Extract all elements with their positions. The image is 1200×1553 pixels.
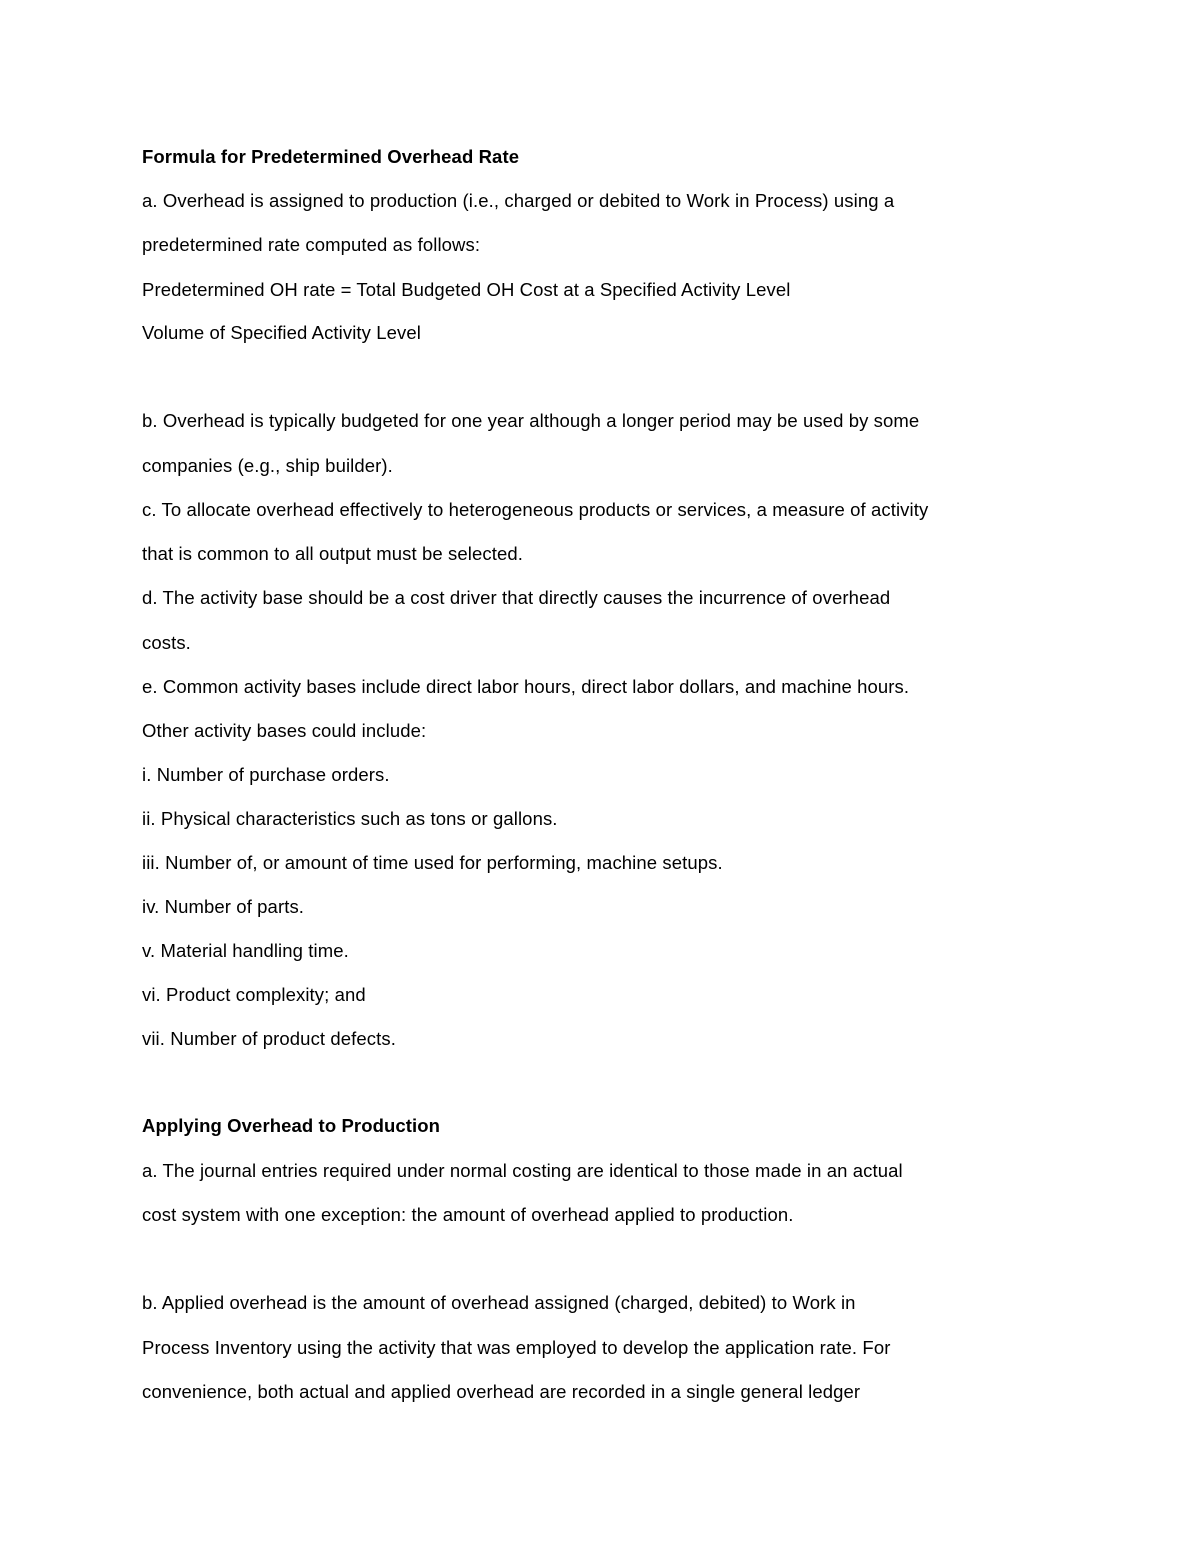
paragraph-line: that is common to all output must be selected. [142,543,523,564]
list-item: vii. Number of product defects. [142,1028,396,1049]
list-item: iv. Number of parts. [142,896,305,917]
paragraph-line: a. Overhead is assigned to production (i.e., charged or debited to Work in Process) using a [142,190,895,211]
paragraph-line: b. Applied overhead is the amount of overhead assigned (charged, debited) to Work in [142,1292,856,1313]
paragraph-line: Process Inventory using the activity that was employed to develop the application rate. For [142,1337,891,1358]
paragraph-line: companies (e.g., ship builder). [142,455,393,476]
list-item: v. Material handling time. [142,940,349,961]
section-heading-predetermined-overhead-rate: Formula for Predetermined Overhead Rate [142,146,520,167]
formula-numerator-line: Predetermined OH rate = Total Budgeted OH Cost at a Specified Activity Level [142,279,791,300]
paragraph-line: convenience, both actual and applied overhead are recorded in a single general ledger [142,1381,861,1402]
paragraph-line: d. The activity base should be a cost driver that directly causes the incurrence of overhead [142,587,891,608]
list-item: i. Number of purchase orders. [142,764,390,785]
paragraph-line: costs. [142,632,191,653]
paragraph-line: a. The journal entries required under normal costing are identical to those made in an actual [142,1160,903,1181]
paragraph-line: e. Common activity bases include direct labor hours, direct labor dollars, and machine hours. [142,676,910,697]
list-item: vi. Product complexity; and [142,984,366,1005]
paragraph-line: Other activity bases could include: [142,720,427,741]
list-item: iii. Number of, or amount of time used for performing, machine setups. [142,852,723,873]
paragraph-line: b. Overhead is typically budgeted for one year although a longer period may be used by some [142,410,920,431]
formula-denominator-line: Volume of Specified Activity Level [142,322,421,343]
section-heading-applying-overhead: Applying Overhead to Production [142,1115,441,1136]
paragraph-line: c. To allocate overhead effectively to heterogeneous products or services, a measure of activity [142,499,929,520]
paragraph-line: predetermined rate computed as follows: [142,234,481,255]
paragraph-line: cost system with one exception: the amount of overhead applied to production. [142,1204,794,1225]
list-item: ii. Physical characteristics such as tons or gallons. [142,808,558,829]
